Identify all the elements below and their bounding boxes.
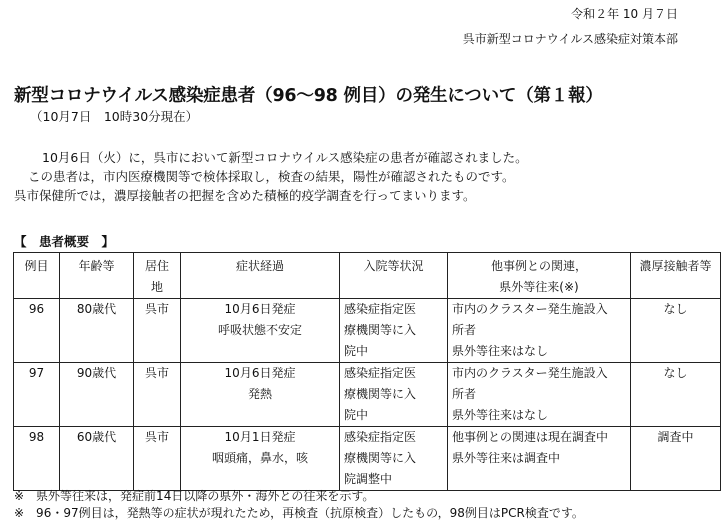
- cell-text-line: 10月1日発症: [224, 430, 296, 444]
- cell-hospital-status: [340, 299, 448, 363]
- cell-residence: 呉市: [134, 299, 181, 363]
- cell-text-line: 発熱: [247, 387, 272, 401]
- header-label: 入院等状況: [363, 259, 424, 273]
- section-heading-patient-summary: 【 患者概要 】: [14, 234, 115, 249]
- cell-residence: 呉市: [134, 427, 181, 491]
- header-label: 例目: [24, 259, 49, 273]
- cell-text-line: 県外等往来はなし: [452, 344, 549, 358]
- cell-hospital-status: [340, 363, 448, 427]
- cell-text-line: 10月6日発症: [224, 302, 296, 316]
- patient-summary-table: [13, 252, 721, 491]
- table-row: [14, 363, 721, 427]
- cell-hospital-status: [340, 427, 448, 491]
- cell-residence: 呉市: [134, 363, 181, 427]
- cell-case-number: 96: [14, 299, 60, 363]
- cell-text-line: 院中: [344, 408, 369, 422]
- cell-text-line: 感染症指定医: [344, 430, 417, 444]
- announcement-line: 呉市保健所では，濃厚接触者の把握を含めた積極的疫学調査を行ってまいります。: [14, 188, 476, 203]
- issuing-organization: 呉市新型コロナウイルス感染症対策本部: [462, 32, 678, 46]
- cell-case-number: 97: [14, 363, 60, 427]
- header-related-cases: [448, 253, 631, 299]
- header-case-number: [14, 253, 60, 299]
- cell-text-line: 感染症指定医: [344, 366, 417, 380]
- cell-close-contacts: なし: [631, 363, 721, 427]
- header-age: [60, 253, 134, 299]
- cell-text-line: 院中: [344, 344, 369, 358]
- release-date: 令和２年 10 月７日: [571, 7, 678, 21]
- table-body: [14, 299, 721, 491]
- cell-related-cases: [448, 427, 631, 491]
- table-row: [14, 299, 721, 363]
- table-header-row: [14, 253, 721, 299]
- cell-text-line: 呼吸状態不安定: [217, 323, 302, 337]
- cell-symptoms: [181, 299, 340, 363]
- footnote: ※ 県外等往来は，発症前14日以降の県外・海外との往来を示す。: [14, 489, 375, 503]
- header-label: 地: [150, 280, 163, 294]
- cell-symptoms: [181, 363, 340, 427]
- footnotes: [14, 488, 584, 522]
- cell-text-line: 療機関等に入: [344, 323, 417, 337]
- document-title: 新型コロナウイルス感染症患者（96～98 例目）の発生について（第１報）: [14, 86, 603, 106]
- header-label: 症状経過: [235, 259, 284, 273]
- cell-related-cases: [448, 363, 631, 427]
- cell-close-contacts: 調査中: [631, 427, 721, 491]
- header-label: 年齢等: [78, 259, 115, 273]
- header-label: 居住: [144, 259, 169, 273]
- cell-text-line: 院調整中: [344, 472, 393, 486]
- table-row: [14, 427, 721, 491]
- cell-symptoms: [181, 427, 340, 491]
- announcement-line: この患者は，市内医療機関等で検体採取し，検査の結果，陽性が確認されたものです。: [28, 169, 515, 184]
- cell-text-line: 県外等往来は調査中: [452, 451, 561, 465]
- header-label: 他事例との関連，: [490, 259, 587, 273]
- cell-close-contacts: なし: [631, 299, 721, 363]
- announcement-line: 10月6日（火）に，呉市において新型コロナウイルス感染症の患者が確認されました。: [42, 150, 528, 165]
- as-of-time: （10月7日 10時30分現在）: [30, 109, 199, 124]
- header-label: 濃厚接触者等: [639, 259, 712, 273]
- cell-text-line: 県外等往来はなし: [452, 408, 549, 422]
- cell-text-line: 咽頭痛，鼻水，咳: [211, 451, 308, 465]
- cell-text-line: 所者: [452, 387, 477, 401]
- header-close-contacts: [631, 253, 721, 299]
- header-residence: [134, 253, 181, 299]
- footnote: ※ 96・97例目は，発熱等の症状が現れたため，再検査（抗原検査）したもの，98例目はPCR検査です。: [14, 506, 584, 520]
- cell-case-number: 98: [14, 427, 60, 491]
- cell-age: 60歳代: [60, 427, 134, 491]
- cell-text-line: 所者: [452, 323, 477, 337]
- cell-text-line: 他事例との関連は現在調査中: [452, 430, 609, 444]
- cell-text-line: 感染症指定医: [344, 302, 417, 316]
- cell-text-line: 市内のクラスター発生施設入: [452, 302, 608, 316]
- cell-text-line: 療機関等に入: [344, 387, 417, 401]
- cell-text-line: 市内のクラスター発生施設入: [452, 366, 608, 380]
- cell-text-line: 10月6日発症: [224, 366, 296, 380]
- cell-age: 90歳代: [60, 363, 134, 427]
- header-symptoms: [181, 253, 340, 299]
- header-hospital-status: [340, 253, 448, 299]
- cell-text-line: 療機関等に入: [344, 451, 417, 465]
- announcement-body: [14, 148, 528, 205]
- header-label: 県外等往来(※): [499, 280, 579, 294]
- cell-age: 80歳代: [60, 299, 134, 363]
- cell-related-cases: [448, 299, 631, 363]
